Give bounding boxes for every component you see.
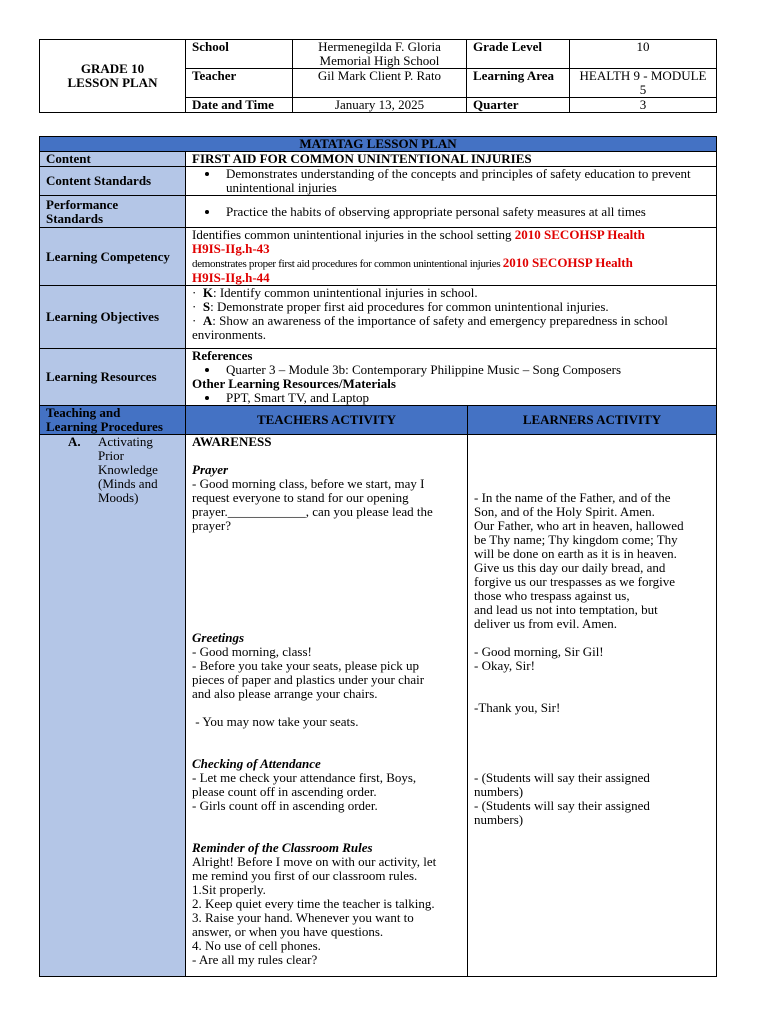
- learning-objectives-cell: [186, 286, 717, 349]
- content-standards-value: • Demonstrates understanding of the concepts and principles of safety education to prevent unintentional injuries: [220, 167, 710, 195]
- content-standards-cell: [186, 167, 717, 196]
- other-resource-item: • PPT, Smart TV, and Laptop: [220, 391, 710, 405]
- procedure-a-title-line: Activating: [98, 434, 153, 449]
- grade-title-cell: [40, 40, 186, 113]
- procedures-label-line1: Teaching and: [46, 405, 121, 420]
- objective-attitude: · A: Show an awareness of the importance of safety and emergency preparedness in school environments.: [192, 313, 668, 342]
- quarter-label: Quarter: [467, 98, 570, 113]
- teacher-prayer-line: - Good morning class, before we start, may I: [192, 476, 425, 491]
- grade-subtitle: LESSON PLAN: [67, 75, 158, 90]
- procedure-a-cell: [40, 435, 186, 977]
- school-value: Hermenegilda F. Gloria Memorial High School: [293, 40, 467, 69]
- learning-area-label: Learning Area: [467, 69, 570, 98]
- grade-title: GRADE 10: [80, 61, 145, 76]
- performance-standards-cell: [186, 196, 717, 228]
- learner-attendance-line: - (Students will say their assigned: [474, 798, 650, 813]
- teacher-prayer-line: prayer.____________, can you please lead the: [192, 504, 433, 519]
- learner-prayer-line: and lead us not into temptation, but: [474, 602, 658, 617]
- classroom-rules-title: Reminder of the Classroom Rules: [192, 840, 373, 855]
- teacher-greeting-line: and also please arrange your chairs.: [192, 686, 378, 701]
- other-resources-heading: Other Learning Resources/Materials: [192, 376, 396, 391]
- competency-code-1b: H9IS-IIg.h-43: [192, 241, 270, 256]
- teacher-label: Teacher: [186, 69, 293, 98]
- learning-objectives-label: Learning Objectives: [40, 286, 186, 349]
- reference-item: • Quarter 3 – Module 3b: Contemporary Philippine Music – Song Composers: [220, 363, 710, 377]
- references-heading: References: [192, 348, 253, 363]
- teacher-prayer-line: request everyone to stand for our opening: [192, 490, 409, 505]
- competency-code-1a: 2010 SECOHSP Health: [514, 227, 645, 242]
- learner-greeting-line: - Okay, Sir!: [474, 658, 535, 673]
- grade-level-label: Grade Level: [467, 40, 570, 69]
- procedure-a-title-line: Moods): [98, 490, 139, 505]
- competency-code-2a: 2010 SECOHSP Health: [502, 255, 633, 270]
- teacher-rules-line: 3. Raise your hand. Whenever you want to: [192, 910, 414, 925]
- learner-prayer-line: be Thy name; Thy kingdom come; Thy: [474, 532, 678, 547]
- plan-banner: MATATAG LESSON PLAN: [40, 137, 717, 152]
- teacher-rules-line: Alright! Before I move on with our activity, let: [192, 854, 437, 869]
- learner-prayer-line: - In the name of the Father, and of the: [474, 490, 671, 505]
- learner-prayer-line: forgive us our trespasses as we forgive: [474, 574, 675, 589]
- procedures-label: [40, 406, 186, 435]
- grade-level-value: 10: [570, 40, 717, 69]
- awareness-heading: AWARENESS: [192, 434, 272, 449]
- teacher-value: Gil Mark Client P. Rato: [293, 69, 467, 98]
- learners-activity-heading: LEARNERS ACTIVITY: [468, 406, 717, 435]
- learner-prayer-line: Give us this day our daily bread, and: [474, 560, 666, 575]
- learner-thanks-line: -Thank you, Sir!: [474, 700, 561, 715]
- school-label: School: [186, 40, 293, 69]
- teacher-greeting-line: pieces of paper and plastics under your chair: [192, 672, 425, 687]
- procedure-a-title-line: Knowledge: [98, 462, 158, 477]
- teacher-rules-line: 4. No use of cell phones.: [192, 938, 321, 953]
- learning-resources-label: Learning Resources: [40, 349, 186, 406]
- performance-label-line2: Standards: [46, 210, 104, 226]
- learner-prayer-line: Son, and of the Holy Spirit. Amen.: [474, 504, 655, 519]
- procedures-label-line2: Learning Procedures: [46, 419, 163, 434]
- learning-resources-cell: [186, 349, 717, 406]
- learning-competency-cell: [186, 228, 717, 286]
- competency-line-2: demonstrates proper first aid procedures for common unintentional injuries: [192, 258, 503, 270]
- learner-prayer-line: will be done on earth as it is in heaven.: [474, 546, 677, 561]
- teacher-seats-line: - You may now take your seats.: [192, 714, 359, 729]
- learner-greeting-line: - Good morning, Sir Gil!: [474, 644, 604, 659]
- teacher-rules-line: me remind you first of our classroom rules.: [192, 868, 418, 883]
- date-label: Date and Time: [186, 98, 293, 113]
- competency-code-2b: H9IS-IIg.h-44: [192, 270, 270, 285]
- prayer-title: Prayer: [192, 462, 229, 477]
- teacher-prayer-line: prayer?: [192, 518, 231, 533]
- teacher-attendance-line: - Girls count off in ascending order.: [192, 798, 378, 813]
- learning-area-value: HEALTH 9 - MODULE 5: [570, 69, 717, 98]
- content-value: FIRST AID FOR COMMON UNINTENTIONAL INJURIES: [186, 152, 717, 167]
- teacher-greeting-line: - Before you take your seats, please pick up: [192, 658, 420, 673]
- learners-activity-cell: [468, 435, 717, 977]
- date-value: January 13, 2025: [293, 98, 467, 113]
- learner-prayer-line: deliver us from evil. Amen.: [474, 616, 617, 631]
- attendance-title: Checking of Attendance: [192, 756, 321, 771]
- learner-attendance-line: - (Students will say their assigned: [474, 770, 650, 785]
- content-standards-label: Content Standards: [40, 167, 186, 196]
- lesson-plan-header-table: [39, 39, 717, 113]
- objective-knowledge: · K: Identify common unintentional injuries in school.: [192, 285, 478, 300]
- quarter-value: 3: [570, 98, 717, 113]
- learner-prayer-line: Our Father, who art in heaven, hallowed: [474, 518, 684, 533]
- competency-line-1: Identifies common unintentional injuries in the school setting: [192, 227, 515, 242]
- performance-standards-value: • Practice the habits of observing appropriate personal safety measures at all times: [220, 205, 710, 219]
- learning-competency-label: Learning Competency: [40, 228, 186, 286]
- teacher-rules-line: 2. Keep quiet every time the teacher is talking.: [192, 896, 435, 911]
- objective-skill: · S: Demonstrate proper first aid procedures for common unintentional injuries.: [192, 299, 609, 314]
- learner-attendance-line: numbers): [474, 812, 524, 827]
- performance-standards-label: [40, 196, 186, 228]
- teacher-greeting-line: - Good morning, class!: [192, 644, 312, 659]
- greetings-title: Greetings: [192, 630, 244, 645]
- learner-prayer-line: those who trespass against us,: [474, 588, 630, 603]
- teacher-rules-line: 1.Sit properly.: [192, 882, 266, 897]
- learner-attendance-line: numbers): [474, 784, 524, 799]
- teacher-rules-line: answer, or when you have questions.: [192, 924, 384, 939]
- procedure-a-title-line: (Minds and: [98, 476, 158, 491]
- teacher-rules-line: - Are all my rules clear?: [192, 952, 318, 967]
- teachers-activity-heading: TEACHERS ACTIVITY: [186, 406, 468, 435]
- performance-label-line1: Performance: [46, 196, 119, 212]
- teachers-activity-cell: [186, 435, 468, 977]
- procedure-a-letter: A.: [68, 434, 81, 449]
- matatag-lesson-plan-table: [39, 136, 717, 977]
- procedure-a-title-line: Prior: [98, 448, 124, 463]
- content-label: Content: [40, 152, 186, 167]
- teacher-attendance-line: - Let me check your attendance first, Boys,: [192, 770, 417, 785]
- teacher-attendance-line: please count off in ascending order.: [192, 784, 377, 799]
